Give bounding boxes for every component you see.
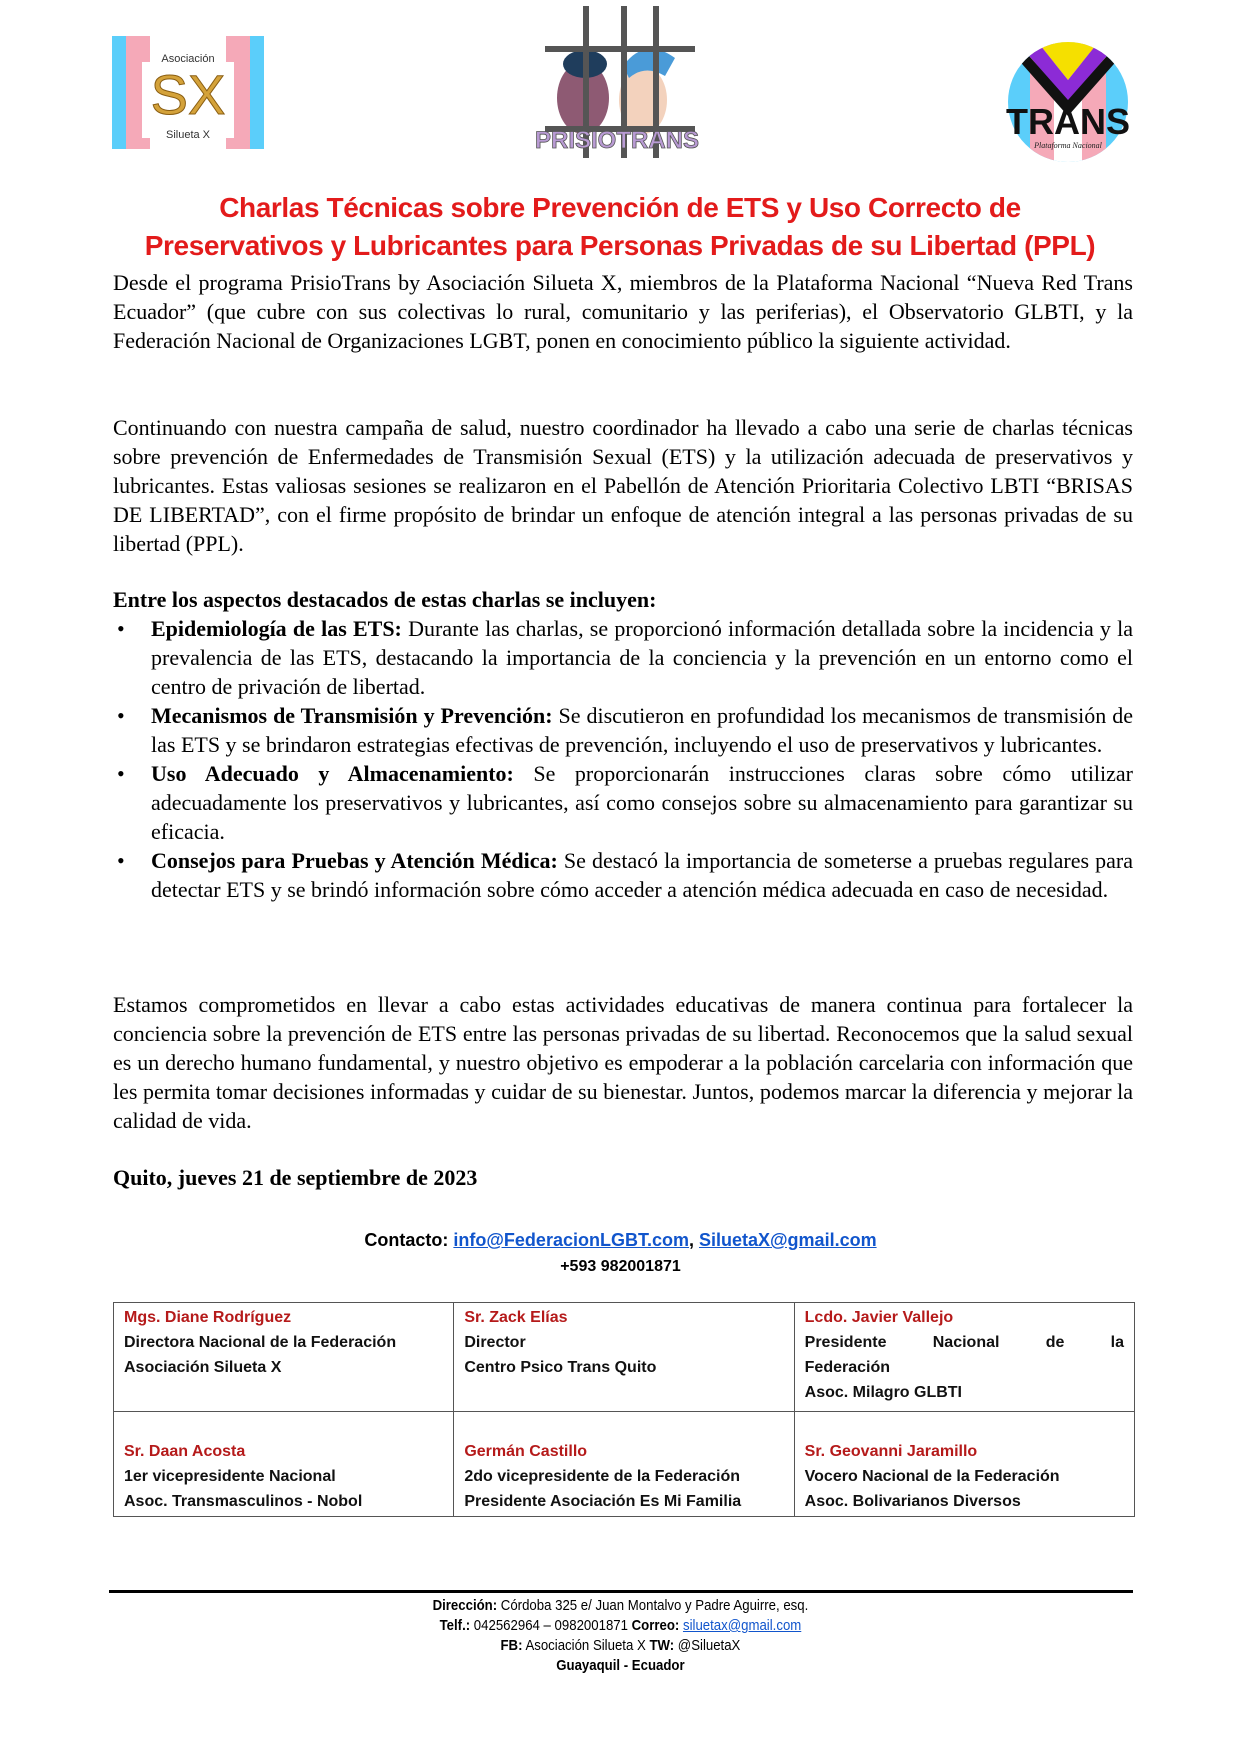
document-title <box>100 189 1140 265</box>
highlight-title: Consejos para Pruebas y Atención Médica: <box>151 848 558 873</box>
title-line-1: Charlas Técnicas sobre Prevención de ETS y Uso Correcto de <box>219 192 1021 223</box>
highlight-text: Durante las charlas, se proporcionó información detallada sobre la incidencia y la prevalencia de las ETS, destacando la importancia de la conciencia y la prevención en un entorno como el centro de privación de libertad. <box>151 616 1133 699</box>
signatories-row <box>114 1412 1135 1517</box>
email-link-siluetax[interactable]: SiluetaX@gmail.com <box>698 1230 877 1250</box>
footer-address <box>74 1596 1166 1616</box>
date-line: Quito, jueves 21 de septiembre de 2023 <box>113 1165 478 1190</box>
signatories-table <box>113 1302 1135 1517</box>
signatory-cell <box>114 1412 454 1517</box>
signatory-org: Asociación Silueta X <box>124 1359 282 1376</box>
svg-text:Silueta X: Silueta X <box>165 129 211 141</box>
fb-value: Asociación Silueta X <box>522 1637 650 1654</box>
highlight-text: Se destacó la importancia de someterse a pruebas regulares para detectar ETS y se brindó información sobre cómo acceder a atención médica adecuada en caso de necesidad. <box>151 848 1133 902</box>
phone-value: 042562964 – 0982001871 <box>470 1617 632 1634</box>
trans-plataforma-nacional-logo <box>1006 40 1136 166</box>
svg-text:PRISIOTRANS: PRISIOTRANS <box>534 127 700 154</box>
highlight-item-mecanismos <box>113 701 1133 759</box>
prisiotrans-logo-icon <box>525 6 707 158</box>
silueta-x-logo-icon <box>112 36 264 149</box>
highlight-text: Se discutieron en profundidad los mecanismos de transmisión de las ETS y se brindaron estrategias efectivas de prevención, incluyendo el uso de preservativos y lubricantes. <box>151 703 1134 757</box>
contact-phone: +593 982001871 <box>560 1258 681 1275</box>
trans-logo-icon <box>1006 40 1136 166</box>
signatory-org: Asoc. Milagro GLBTI <box>804 1384 962 1401</box>
svg-text:SX: SX <box>150 63 226 126</box>
contact-separator: , <box>688 1230 699 1250</box>
highlights-list <box>113 614 1133 904</box>
signatory-org: Presidente Asociación Es Mi Familia <box>464 1493 742 1510</box>
tw-value: @SiluetaX <box>674 1637 741 1654</box>
highlight-title: Mecanismos de Transmisión y Prevención: <box>151 703 553 728</box>
highlights-heading: Entre los aspectos destacados de estas charlas se incluyen: <box>113 587 657 612</box>
intro-paragraph: Desde el programa PrisioTrans by Asociación Silueta X, miembros de la Plataforma Nacional “Nueva Red Trans Ecuador” (que cubre con sus colectivas lo rural, comunitario y las periferias), el Observatorio GLBTI, y la Federación Nacional de Organizaciones LGBT, ponen en conocimiento público la siguiente actividad. <box>113 270 1133 353</box>
highlight-title: Uso Adecuado y Almacenamiento: <box>151 761 514 786</box>
svg-text:Plataforma Nacional: Plataforma Nacional <box>1034 141 1102 150</box>
signatory-role: Directora Nacional de la Federación <box>124 1334 397 1351</box>
letterhead-footer <box>74 1596 1166 1676</box>
signatory-name: Sr. Daan Acosta <box>124 1443 246 1460</box>
contact-label: Contacto: <box>364 1230 454 1250</box>
footer-phone-email <box>74 1616 1166 1636</box>
signatory-role: 1er vicepresidente Nacional <box>124 1468 336 1485</box>
address-label: Dirección: <box>432 1597 498 1614</box>
footer-divider <box>109 1590 1133 1593</box>
signatory-name: Sr. Geovanni Jaramillo <box>804 1443 978 1460</box>
footer-email-link[interactable]: siluetax@gmail.com <box>682 1617 802 1634</box>
fb-label: FB: <box>500 1637 523 1654</box>
bullet-icon: • <box>117 616 125 641</box>
city-value: Guayaquil - Ecuador <box>556 1657 685 1674</box>
phone-label: Telf.: <box>439 1617 471 1634</box>
contact-line <box>0 1227 1241 1253</box>
signatory-cell <box>114 1303 454 1412</box>
signatory-org: Asoc. Transmasculinos - Nobol <box>124 1493 363 1510</box>
signatory-name: Germán Castillo <box>464 1443 588 1460</box>
email-label: Correo: <box>631 1617 680 1634</box>
signatory-name: Mgs. Diane Rodríguez <box>124 1309 292 1326</box>
bullet-icon: • <box>117 761 125 786</box>
highlight-item-consejos <box>113 846 1133 904</box>
footer-social <box>74 1636 1166 1656</box>
signatory-role: 2do vicepresidente de la Federación <box>464 1468 740 1485</box>
email-link-federacion[interactable]: info@FederacionLGBT.com <box>453 1230 689 1250</box>
signatory-cell <box>454 1303 794 1412</box>
prisiotrans-logo <box>525 6 707 158</box>
signatory-cell <box>794 1412 1134 1517</box>
bullet-icon: • <box>117 703 125 728</box>
highlight-item-epidemiologia <box>113 614 1133 701</box>
closing-paragraph: Estamos comprometidos en llevar a cabo estas actividades educativas de manera continua para fortalecer la conciencia sobre la prevención de ETS entre las personas privadas de su libertad. Reconocemos que la salud sexual es un derecho humano fundamental, y nuestro objetivo es empoderar a la población carcelaria con información que les permita tomar decisiones informadas y cuidar de su bienestar. Juntos, podemos marcar la diferencia y mejorar la calidad de vida. <box>113 992 1133 1133</box>
tw-label: TW: <box>649 1637 675 1654</box>
svg-text:Asociación: Asociación <box>161 53 215 65</box>
signatory-role: Director <box>464 1334 526 1351</box>
asociacion-silueta-x-logo <box>112 36 264 149</box>
footer-city <box>74 1656 1166 1676</box>
signatory-org: Asoc. Bolivarianos Diversos <box>804 1493 1021 1510</box>
signatory-cell <box>794 1303 1134 1412</box>
highlight-text: Se proporcionarán instrucciones claras sobre cómo utilizar adecuadamente los preservativos y lubricantes, así como consejos sobre su almacenamiento para garantizar su eficacia. <box>151 761 1134 844</box>
highlight-title: Epidemiología de las ETS: <box>151 616 402 641</box>
context-paragraph: Continuando con nuestra campaña de salud, nuestro coordinador ha llevado a cabo una serie de charlas técnicas sobre prevención de Enfermedades de Transmisión Sexual (ETS) y la utilización adecuada de preservativos y lubricantes. Estas valiosas sesiones se realizaron en el Pabellón de Atención Prioritaria Colectivo LBTI “BRISAS DE LIBERTAD”, con el firme propósito de brindar un enfoque de atención integral a las personas privadas de su libertad (PPL). <box>113 415 1133 556</box>
address-value: Córdoba 325 e/ Juan Montalvo y Padre Aguirre, esq. <box>497 1597 809 1614</box>
signatory-name: Lcdo. Javier Vallejo <box>804 1309 954 1326</box>
bullet-icon: • <box>117 848 125 873</box>
signatory-cell <box>454 1412 794 1517</box>
signatories-row <box>114 1303 1135 1412</box>
signatory-role: Presidente Nacional de la <box>804 1334 1124 1351</box>
title-line-2: Preservativos y Lubricantes para Personas Privadas de su Libertad (PPL) <box>144 230 1096 261</box>
signatory-role: Vocero Nacional de la Federación <box>804 1468 1060 1485</box>
highlight-item-uso-adecuado <box>113 759 1133 846</box>
signatory-org: Centro Psico Trans Quito <box>464 1359 657 1376</box>
signatory-name: Sr. Zack Elías <box>464 1309 568 1326</box>
signatory-role-cont: Federación <box>804 1359 891 1376</box>
svg-text:TRANS: TRANS <box>1006 101 1130 142</box>
